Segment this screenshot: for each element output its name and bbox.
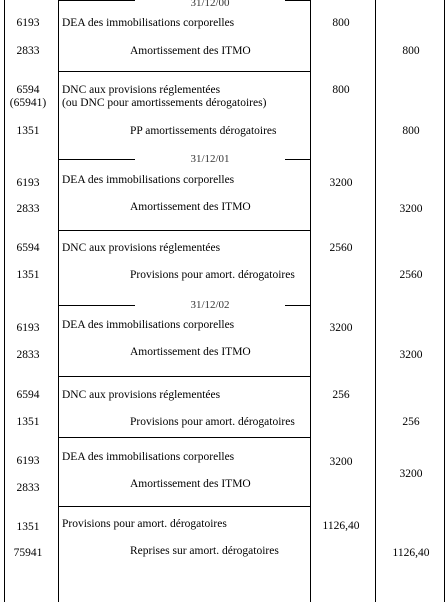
debit-amount: 3200	[329, 322, 353, 334]
account-number: 2833	[16, 203, 40, 215]
debit-amount: 256	[332, 389, 350, 401]
account-number: 1351	[16, 125, 40, 137]
debit-label: DNC aux provisions réglementées	[62, 389, 221, 401]
debit-column-divider	[375, 0, 376, 602]
debit-label: DEA des immobilisations corporelles	[62, 451, 235, 463]
account-number: 1351	[16, 269, 40, 281]
debit-amount: 800	[332, 17, 350, 29]
debit-label-note: (ou DNC pour amortissements dérogatoires)	[62, 97, 267, 109]
credit-label: Amortissement des ITMO	[130, 45, 251, 57]
debit-label: DEA des immobilisations corporelles	[62, 319, 235, 331]
credit-amount: 2560	[399, 269, 423, 281]
account-number: 6193	[16, 177, 40, 189]
credit-label: Reprises sur amort. dérogatoires	[130, 545, 279, 557]
entry-separator	[58, 437, 310, 438]
account-number: 1351	[16, 521, 40, 533]
account-number: (65941)	[9, 97, 47, 109]
debit-label: DNC aux provisions réglementées	[62, 84, 221, 96]
credit-amount: 800	[402, 45, 420, 57]
credit-label: Provisions pour amort. dérogatoires	[130, 416, 295, 428]
credit-label: Provisions pour amort. dérogatoires	[130, 269, 295, 281]
credit-label: PP amortissements dérogatoires	[130, 125, 277, 137]
entry-date: 31/12/02	[135, 299, 285, 312]
debit-amount: 2560	[329, 242, 353, 254]
debit-amount: 3200	[329, 177, 353, 189]
entry-separator	[58, 376, 310, 377]
account-number: 6594	[16, 389, 40, 401]
entry-date: 31/12/00	[135, 0, 285, 10]
debit-label: DNC aux provisions réglementées	[62, 242, 221, 254]
credit-amount: 800	[402, 125, 420, 137]
debit-label: DEA des immobilisations corporelles	[62, 17, 235, 29]
debit-amount: 800	[332, 84, 350, 96]
entry-date: 31/12/01	[135, 153, 285, 166]
account-number: 6594	[16, 84, 40, 96]
debit-label: Provisions pour amort. dérogatoires	[62, 518, 227, 530]
left-border	[4, 0, 5, 602]
entry-separator	[58, 230, 310, 231]
debit-amount: 3200	[329, 456, 353, 468]
credit-amount: 1126,40	[392, 547, 430, 559]
credit-amount: 256	[402, 416, 420, 428]
account-number: 2833	[16, 349, 40, 361]
account-number: 2833	[16, 482, 40, 494]
account-number: 2833	[16, 45, 40, 57]
account-column-divider	[58, 0, 59, 602]
account-number: 6193	[16, 455, 40, 467]
credit-amount: 3200	[399, 203, 423, 215]
debit-amount: 1126,40	[322, 520, 360, 532]
entry-separator	[58, 506, 310, 507]
account-number: 1351	[16, 416, 40, 428]
credit-label: Amortissement des ITMO	[130, 346, 251, 358]
credit-amount: 3200	[399, 468, 423, 480]
account-number: 6193	[16, 322, 40, 334]
credit-amount: 3200	[399, 349, 423, 361]
account-number: 6594	[16, 242, 40, 254]
right-border	[444, 0, 445, 602]
debit-label: DEA des immobilisations corporelles	[62, 174, 235, 186]
account-number: 6193	[16, 17, 40, 29]
account-number: 75941	[13, 547, 43, 559]
credit-label: Amortissement des ITMO	[130, 201, 251, 213]
entry-separator	[58, 71, 310, 72]
credit-label: Amortissement des ITMO	[130, 478, 251, 490]
